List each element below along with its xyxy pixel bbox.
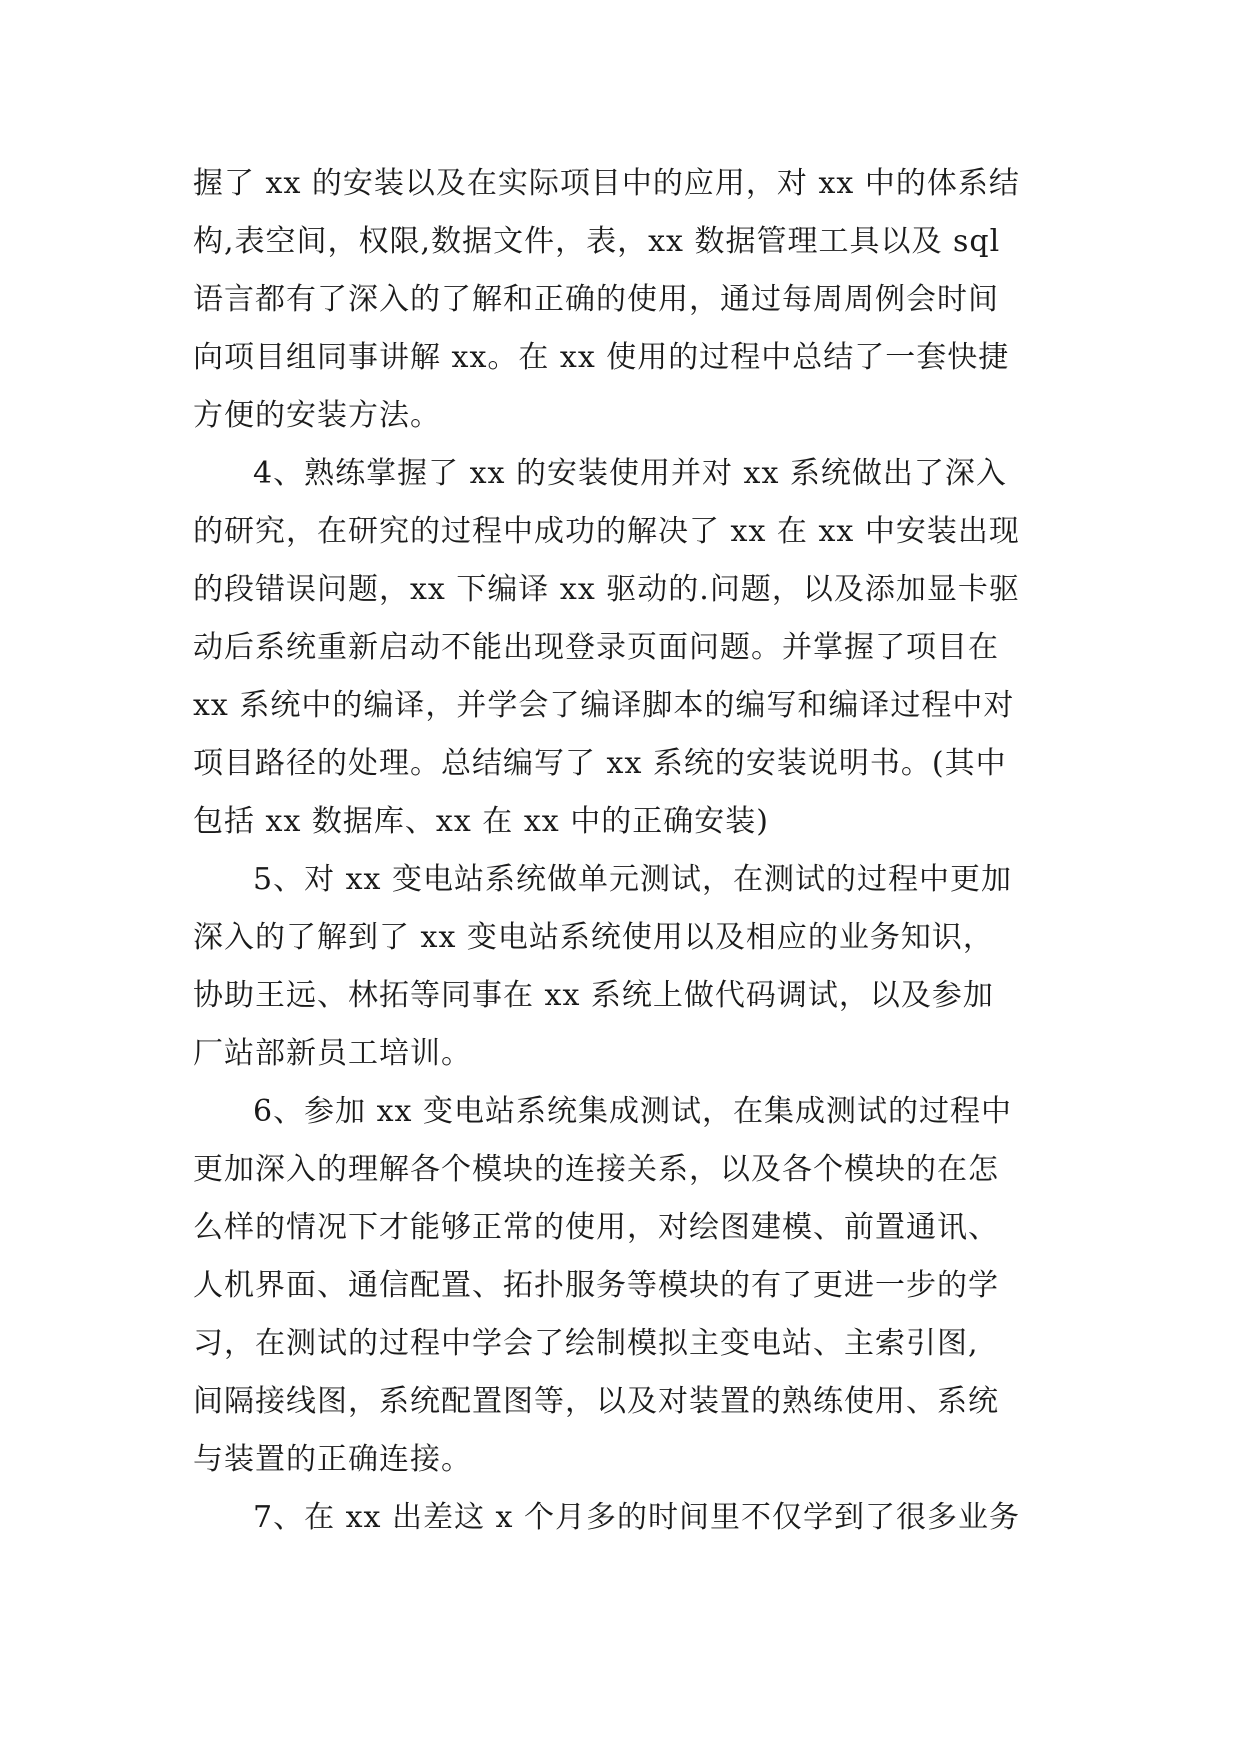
paragraph-4-start: 4、熟练掌握了 xx 的安装使用并对 xx 系统做出了深入 <box>253 456 1007 491</box>
text-line: 语言都有了深入的了解和正确的使用，通过每周周例会时间 <box>193 282 999 317</box>
text-line: 包括 xx 数据库、xx 在 xx 中的正确安装) <box>193 804 769 839</box>
paragraph-6-start: 6、参加 xx 变电站系统集成测试，在集成测试的过程中 <box>253 1094 1012 1129</box>
text-line: 习，在测试的过程中学会了绘制模拟主变电站、主索引图, <box>193 1326 979 1361</box>
text-line: 握了 xx 的安装以及在实际项目中的应用，对 xx 中的体系结 <box>193 166 1020 201</box>
text-line: 厂站部新员工培训。 <box>193 1036 472 1071</box>
text-line: 向项目组同事讲解 xx。在 xx 使用的过程中总结了一套快捷 <box>193 340 1010 375</box>
text-line: 构,表空间，权限,数据文件，表，xx 数据管理工具以及 sql <box>193 224 1001 259</box>
text-line: 动后系统重新启动不能出现登录页面问题。并掌握了项目在 <box>193 630 999 665</box>
text-line: xx 系统中的编译，并学会了编译脚本的编写和编译过程中对 <box>193 688 1015 723</box>
document-body <box>193 155 1057 1547</box>
text-line: 人机界面、通信配置、拓扑服务等模块的有了更进一步的学 <box>193 1268 999 1303</box>
text-line: 更加深入的理解各个模块的连接关系，以及各个模块的在怎 <box>193 1152 999 1187</box>
text-line: 与装置的正确连接。 <box>193 1442 472 1477</box>
text-line: 的段错误问题，xx 下编译 xx 驱动的.问题，以及添加显卡驱 <box>193 572 1020 607</box>
text-line: 方便的安装方法。 <box>193 398 441 433</box>
text-line: 项目路径的处理。总结编写了 xx 系统的安装说明书。(其中 <box>193 746 1007 781</box>
text-line: 间隔接线图，系统配置图等，以及对装置的熟练使用、系统 <box>193 1384 999 1419</box>
paragraph-7-start: 7、在 xx 出差这 x 个月多的时间里不仅学到了很多业务 <box>253 1500 1020 1535</box>
text-line: 协助王远、林拓等同事在 xx 系统上做代码调试，以及参加 <box>193 978 994 1013</box>
text-line: 的研究，在研究的过程中成功的解决了 xx 在 xx 中安装出现 <box>193 514 1020 549</box>
text-line: 深入的了解到了 xx 变电站系统使用以及相应的业务知识， <box>193 920 994 955</box>
paragraph-5-start: 5、对 xx 变电站系统做单元测试，在测试的过程中更加 <box>253 862 1012 897</box>
text-line: 么样的情况下才能够正常的使用，对绘图建模、前置通讯、 <box>193 1210 999 1245</box>
